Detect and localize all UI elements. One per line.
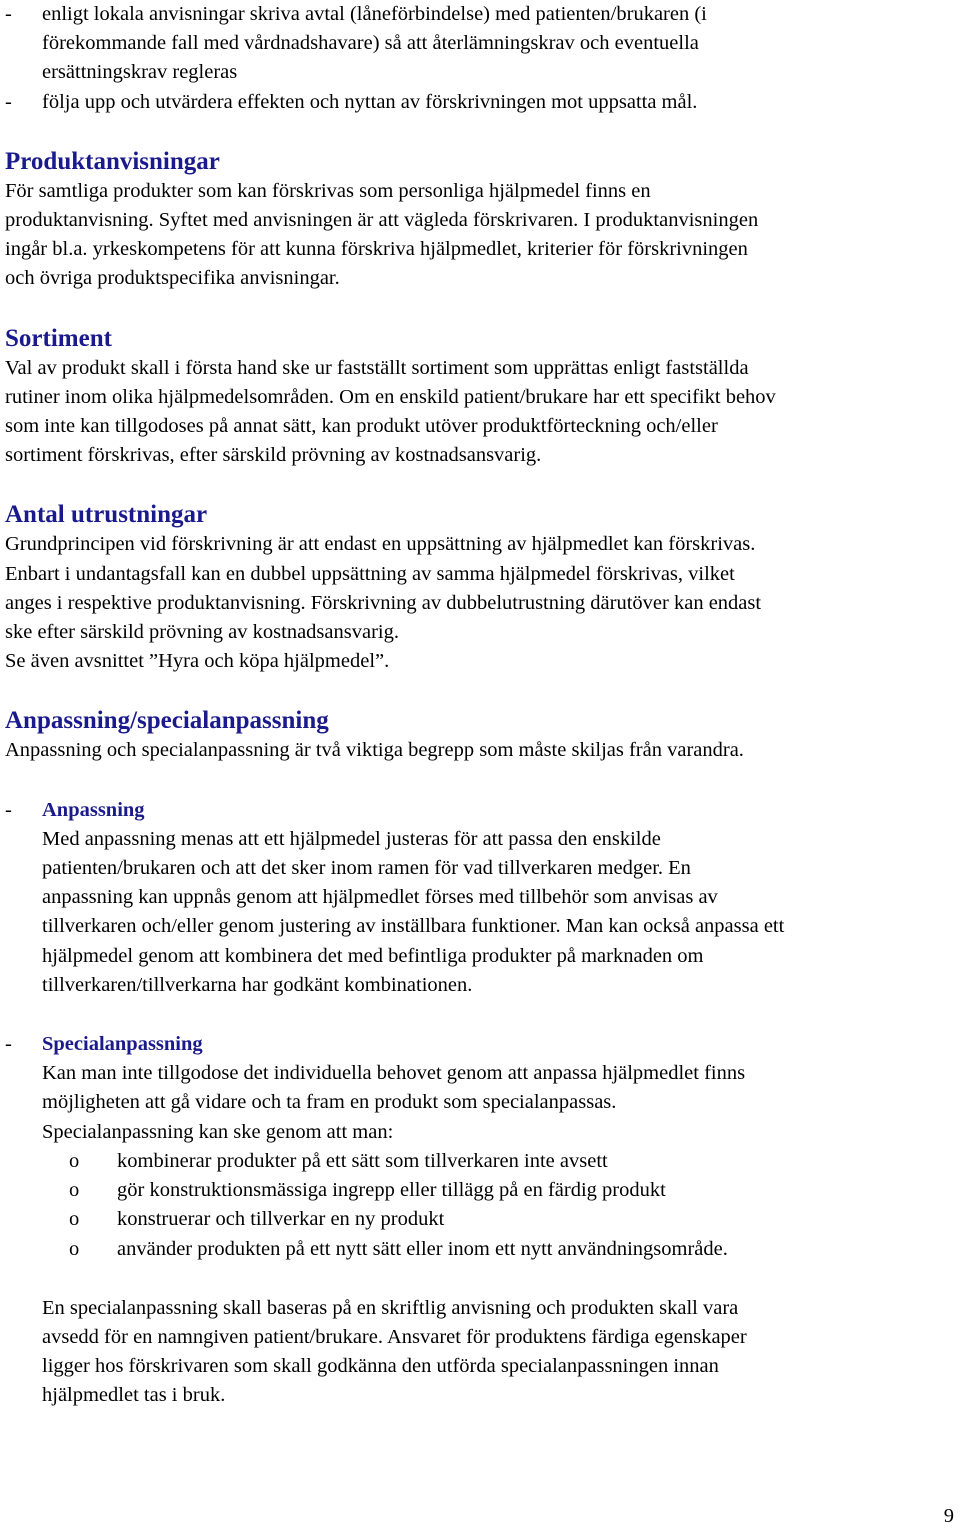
- list-marker: -: [5, 90, 12, 113]
- bullet-item: [5, 1176, 957, 1205]
- paragraph-line: Anpassning och specialanpassning är två viktiga begrepp som måste skiljas från varandra.: [5, 739, 744, 762]
- subsection-heading: Specialanpassning: [42, 1033, 203, 1056]
- paragraph-line: ligger hos förskrivaren som skall godkänna den utförda specialanpassningen innan: [42, 1355, 719, 1378]
- bullet-text: använder produkten på ett nytt sätt eller inom ett nytt användningsområde.: [117, 1237, 728, 1260]
- section-sortiment: [5, 324, 957, 471]
- paragraph-line: ske efter särskild prövning av kostnadsansvarig.: [5, 621, 399, 644]
- list-item-line: följa upp och utvärdera effekten och nyttan av förskrivningen mot uppsatta mål.: [42, 90, 698, 113]
- section-produktanvisningar: [5, 147, 957, 294]
- bullet-marker: o: [69, 1179, 80, 1202]
- list-marker: -: [5, 1033, 12, 1056]
- paragraph-line: hjälpmedlet tas i bruk.: [42, 1384, 226, 1407]
- section-heading: Antal utrustningar: [5, 501, 208, 529]
- list-item: [5, 88, 957, 117]
- list-item-line: förekommande fall med vårdnadshavare) så att återlämningskrav och eventuella: [42, 32, 699, 55]
- section-heading: Produktanvisningar: [5, 147, 220, 175]
- list-item-line: ersättningskrav regleras: [42, 61, 238, 84]
- paragraph-line: produktanvisning. Syftet med anvisningen är att vägleda förskrivaren. I produktanvisningen: [5, 209, 759, 232]
- paragraph-line: Grundprincipen vid förskrivning är att endast en uppsättning av hjälpmedlet kan förskrivas.: [5, 533, 756, 556]
- paragraph-line: sortiment förskrivas, efter särskild prövning av kostnadsansvarig.: [5, 444, 542, 467]
- paragraph-line: Specialanpassning kan ske genom att man:: [42, 1120, 394, 1143]
- bullet-marker: o: [69, 1208, 80, 1231]
- intro-list: [5, 0, 957, 117]
- paragraph-line: patienten/brukaren och att det sker inom ramen för vad tillverkaren medger. En: [42, 857, 691, 880]
- paragraph-line: För samtliga produkter som kan förskrivas som personliga hjälpmedel finns en: [5, 179, 651, 202]
- paragraph-line: möjligheten att gå vidare och ta fram en produkt som specialanpassas.: [42, 1091, 617, 1114]
- paragraph-line: hjälpmedel genom att kombinera det med befintliga produkter på marknaden om: [42, 944, 704, 967]
- bullet-marker: o: [69, 1237, 80, 1260]
- specialanpassning-bullets: [5, 1147, 957, 1264]
- paragraph-line: avsedd för en namngiven patient/brukare. Ansvaret för produktens färdiga egenskaper: [42, 1325, 747, 1348]
- paragraph-line: anpassning kan uppnås genom att hjälpmedlet förses med tillbehör som anvisas av: [42, 886, 718, 909]
- paragraph-line: anges i respektive produktanvisning. Förskrivning av dubbelutrustning därutöver kan endast: [5, 591, 762, 614]
- page-number: 9: [943, 1505, 954, 1527]
- paragraph-line: ingår bl.a. yrkeskompetens för att kunna förskriva hjälpmedlet, kriterier för förskrivningen: [5, 238, 748, 261]
- paragraph-line: Enbart i undantagsfall kan en dubbel uppsättning av samma hjälpmedel förskrivas, vilket: [5, 562, 735, 585]
- paragraph-line: tillverkaren och/eller genom justering av inställbara funktioner. Man kan också anpassa ett: [42, 915, 785, 938]
- bullet-item: [5, 1147, 957, 1176]
- list-item-anpassning: [5, 796, 957, 1000]
- paragraph-line: rutiner inom olika hjälpmedelsområden. Om en enskild patient/brukare har ett specifikt behov: [5, 385, 776, 408]
- section-antal-utrustningar: [5, 500, 957, 676]
- list-item: [5, 0, 957, 88]
- bullet-text: kombinerar produkter på ett sätt som tillverkaren inte avsett: [117, 1149, 608, 1172]
- section-anpassning-specialanpassning: [5, 706, 957, 1410]
- bullet-marker: o: [69, 1149, 80, 1172]
- list-marker: -: [5, 3, 12, 25]
- list-item-line: enligt lokala anvisningar skriva avtal (låneförbindelse) med patienten/brukaren (i: [42, 3, 707, 25]
- bullet-item: [5, 1235, 957, 1264]
- paragraph-line: och övriga produktspecifika anvisningar.: [5, 267, 340, 290]
- paragraph-line: Se även avsnittet ”Hyra och köpa hjälpmedel”.: [5, 650, 390, 673]
- list-marker: -: [5, 798, 12, 821]
- section-heading: Anpassning/specialanpassning: [5, 707, 329, 735]
- list-item-specialanpassning: [5, 1030, 957, 1147]
- bullet-text: gör konstruktionsmässiga ingrepp eller tillägg på en färdig produkt: [117, 1179, 666, 1202]
- paragraph-line: En specialanpassning skall baseras på en skriftlig anvisning och produkten skall vara: [42, 1296, 739, 1319]
- paragraph-line: Kan man inte tillgodose det individuella behovet genom att anpassa hjälpmedlet finns: [42, 1062, 746, 1085]
- section-heading: Sortiment: [5, 324, 112, 352]
- paragraph-line: tillverkaren/tillverkarna har godkänt kombinationen.: [42, 973, 473, 996]
- paragraph-line: som inte kan tillgodoses på annat sätt, kan produkt utöver produktförteckning och/eller: [5, 415, 718, 438]
- document-page: [5, 0, 957, 1411]
- bullet-item: [5, 1205, 957, 1234]
- paragraph-line: Val av produkt skall i första hand ske ur fastställt sortiment som upprättas enligt fastställda: [5, 356, 749, 379]
- subsection-heading: Anpassning: [42, 798, 145, 821]
- paragraph-line: Med anpassning menas att ett hjälpmedel justeras för att passa den enskilde: [42, 827, 661, 850]
- specialanpassning-closing: [5, 1294, 957, 1411]
- bullet-text: konstruerar och tillverkar en ny produkt: [117, 1208, 445, 1231]
